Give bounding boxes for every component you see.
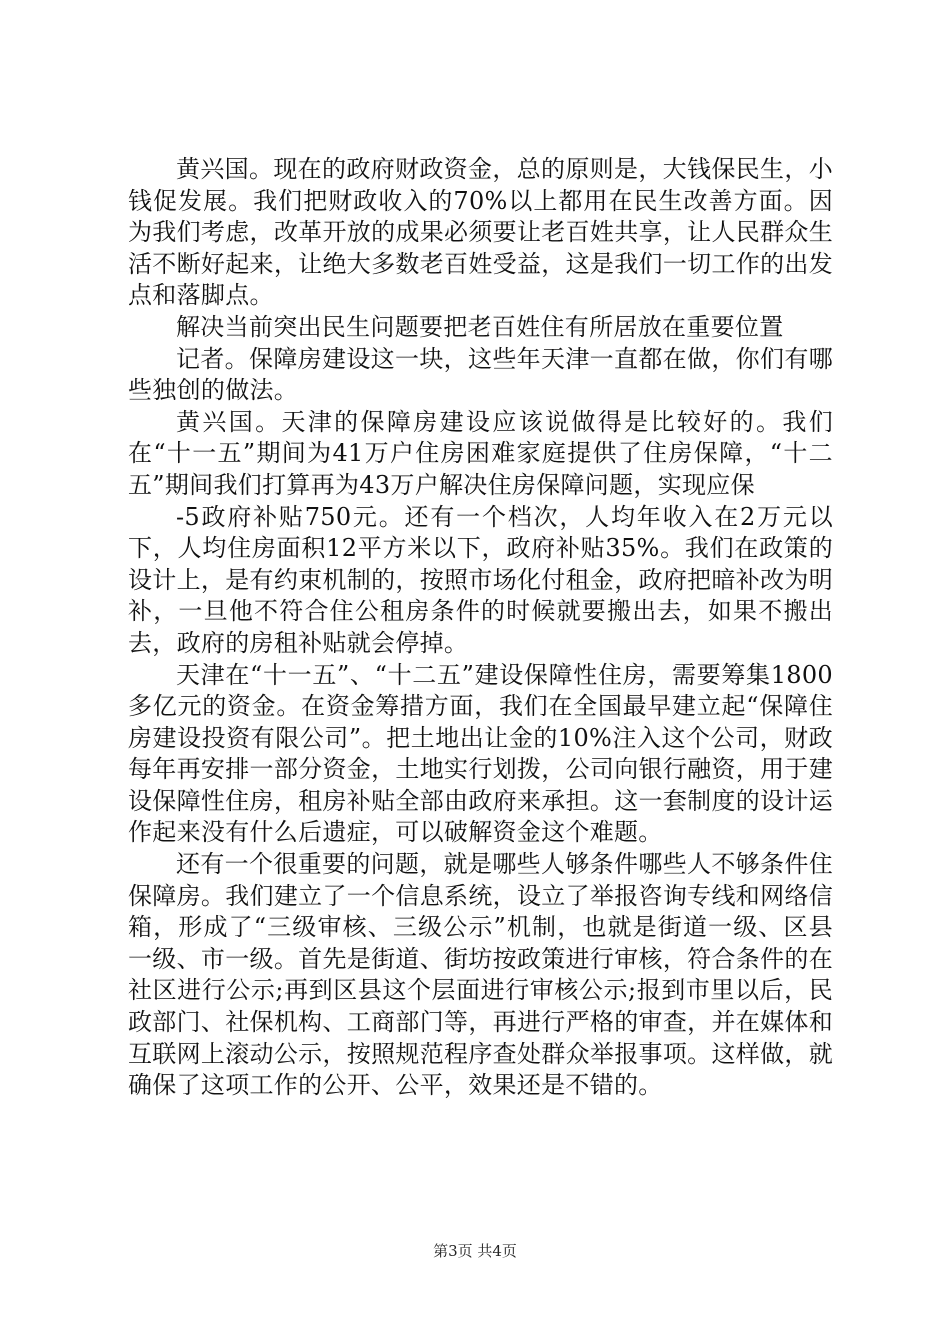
- paragraph: 黄兴国。天津的保障房建设应该说做得是比较好的。我们在“十一五”期间为41万户住房困难家庭提供了住房保障，“十二五”期间我们打算再为43万户解决住房保障问题，实现应保: [128, 407, 833, 499]
- paragraph: 还有一个很重要的问题，就是哪些人够条件哪些人不够条件住保障房。我们建立了一个信息系统，设立了举报咨询专线和网络信箱，形成了“三级审核、三级公示”机制，也就是街道一级、区县一级、市一级。首先是街道、街坊按政策进行审核，符合条件的在社区进行公示;再到区县这个层面进行审核公示;报到市里以后，民政部门、社保机构、工商部门等，再进行严格的审查，并在媒体和互联网上滚动公示，按照规范程序查处群众举报事项。这样做，就确保了这项工作的公开、公平，效果还是不错的。: [128, 850, 833, 1100]
- paragraph: 黄兴国。现在的政府财政资金，总的原则是，大钱保民生，小钱促发展。我们把财政收入的70%以上都用在民生改善方面。因为我们考虑，改革开放的成果必须要让老百姓共享，让人民群众生活不断好起来，让绝大多数老百姓受益，这是我们一切工作的出发点和落脚点。: [128, 155, 833, 310]
- paragraph: 天津在“十一五”、“十二五”建设保障性住房，需要筹集1800多亿元的资金。在资金筹措方面，我们在全国最早建立起“保障住房建设投资有限公司”。把土地出让金的10%注入这个公司，财政每年再安排一部分资金，土地实行划拨，公司向银行融资，用于建设保障性住房，租房补贴全部由政府来承担。这一套制度的设计运作起来没有什么后遗症，可以破解资金这个难题。: [128, 660, 833, 847]
- paragraph: 解决当前突出民生问题要把老百姓住有所居放在重要位置: [176, 312, 784, 341]
- paragraph: 记者。保障房建设这一块，这些年天津一直都在做，你们有哪些独创的做法。: [128, 344, 833, 405]
- page-footer: 第3页 共4页: [433, 1242, 517, 1260]
- document-body: [128, 154, 833, 1102]
- paragraph: -5政府补贴750元。还有一个档次，人均年收入在2万元以下，人均住房面积12平方米以下，政府补贴35%。我们在政策的设计上，是有约束机制的，按照市场化付租金，政府把暗补改为明补，一旦他不符合住公租房条件的时候就要搬出去，如果不搬出去，政府的房租补贴就会停掉。: [128, 502, 833, 657]
